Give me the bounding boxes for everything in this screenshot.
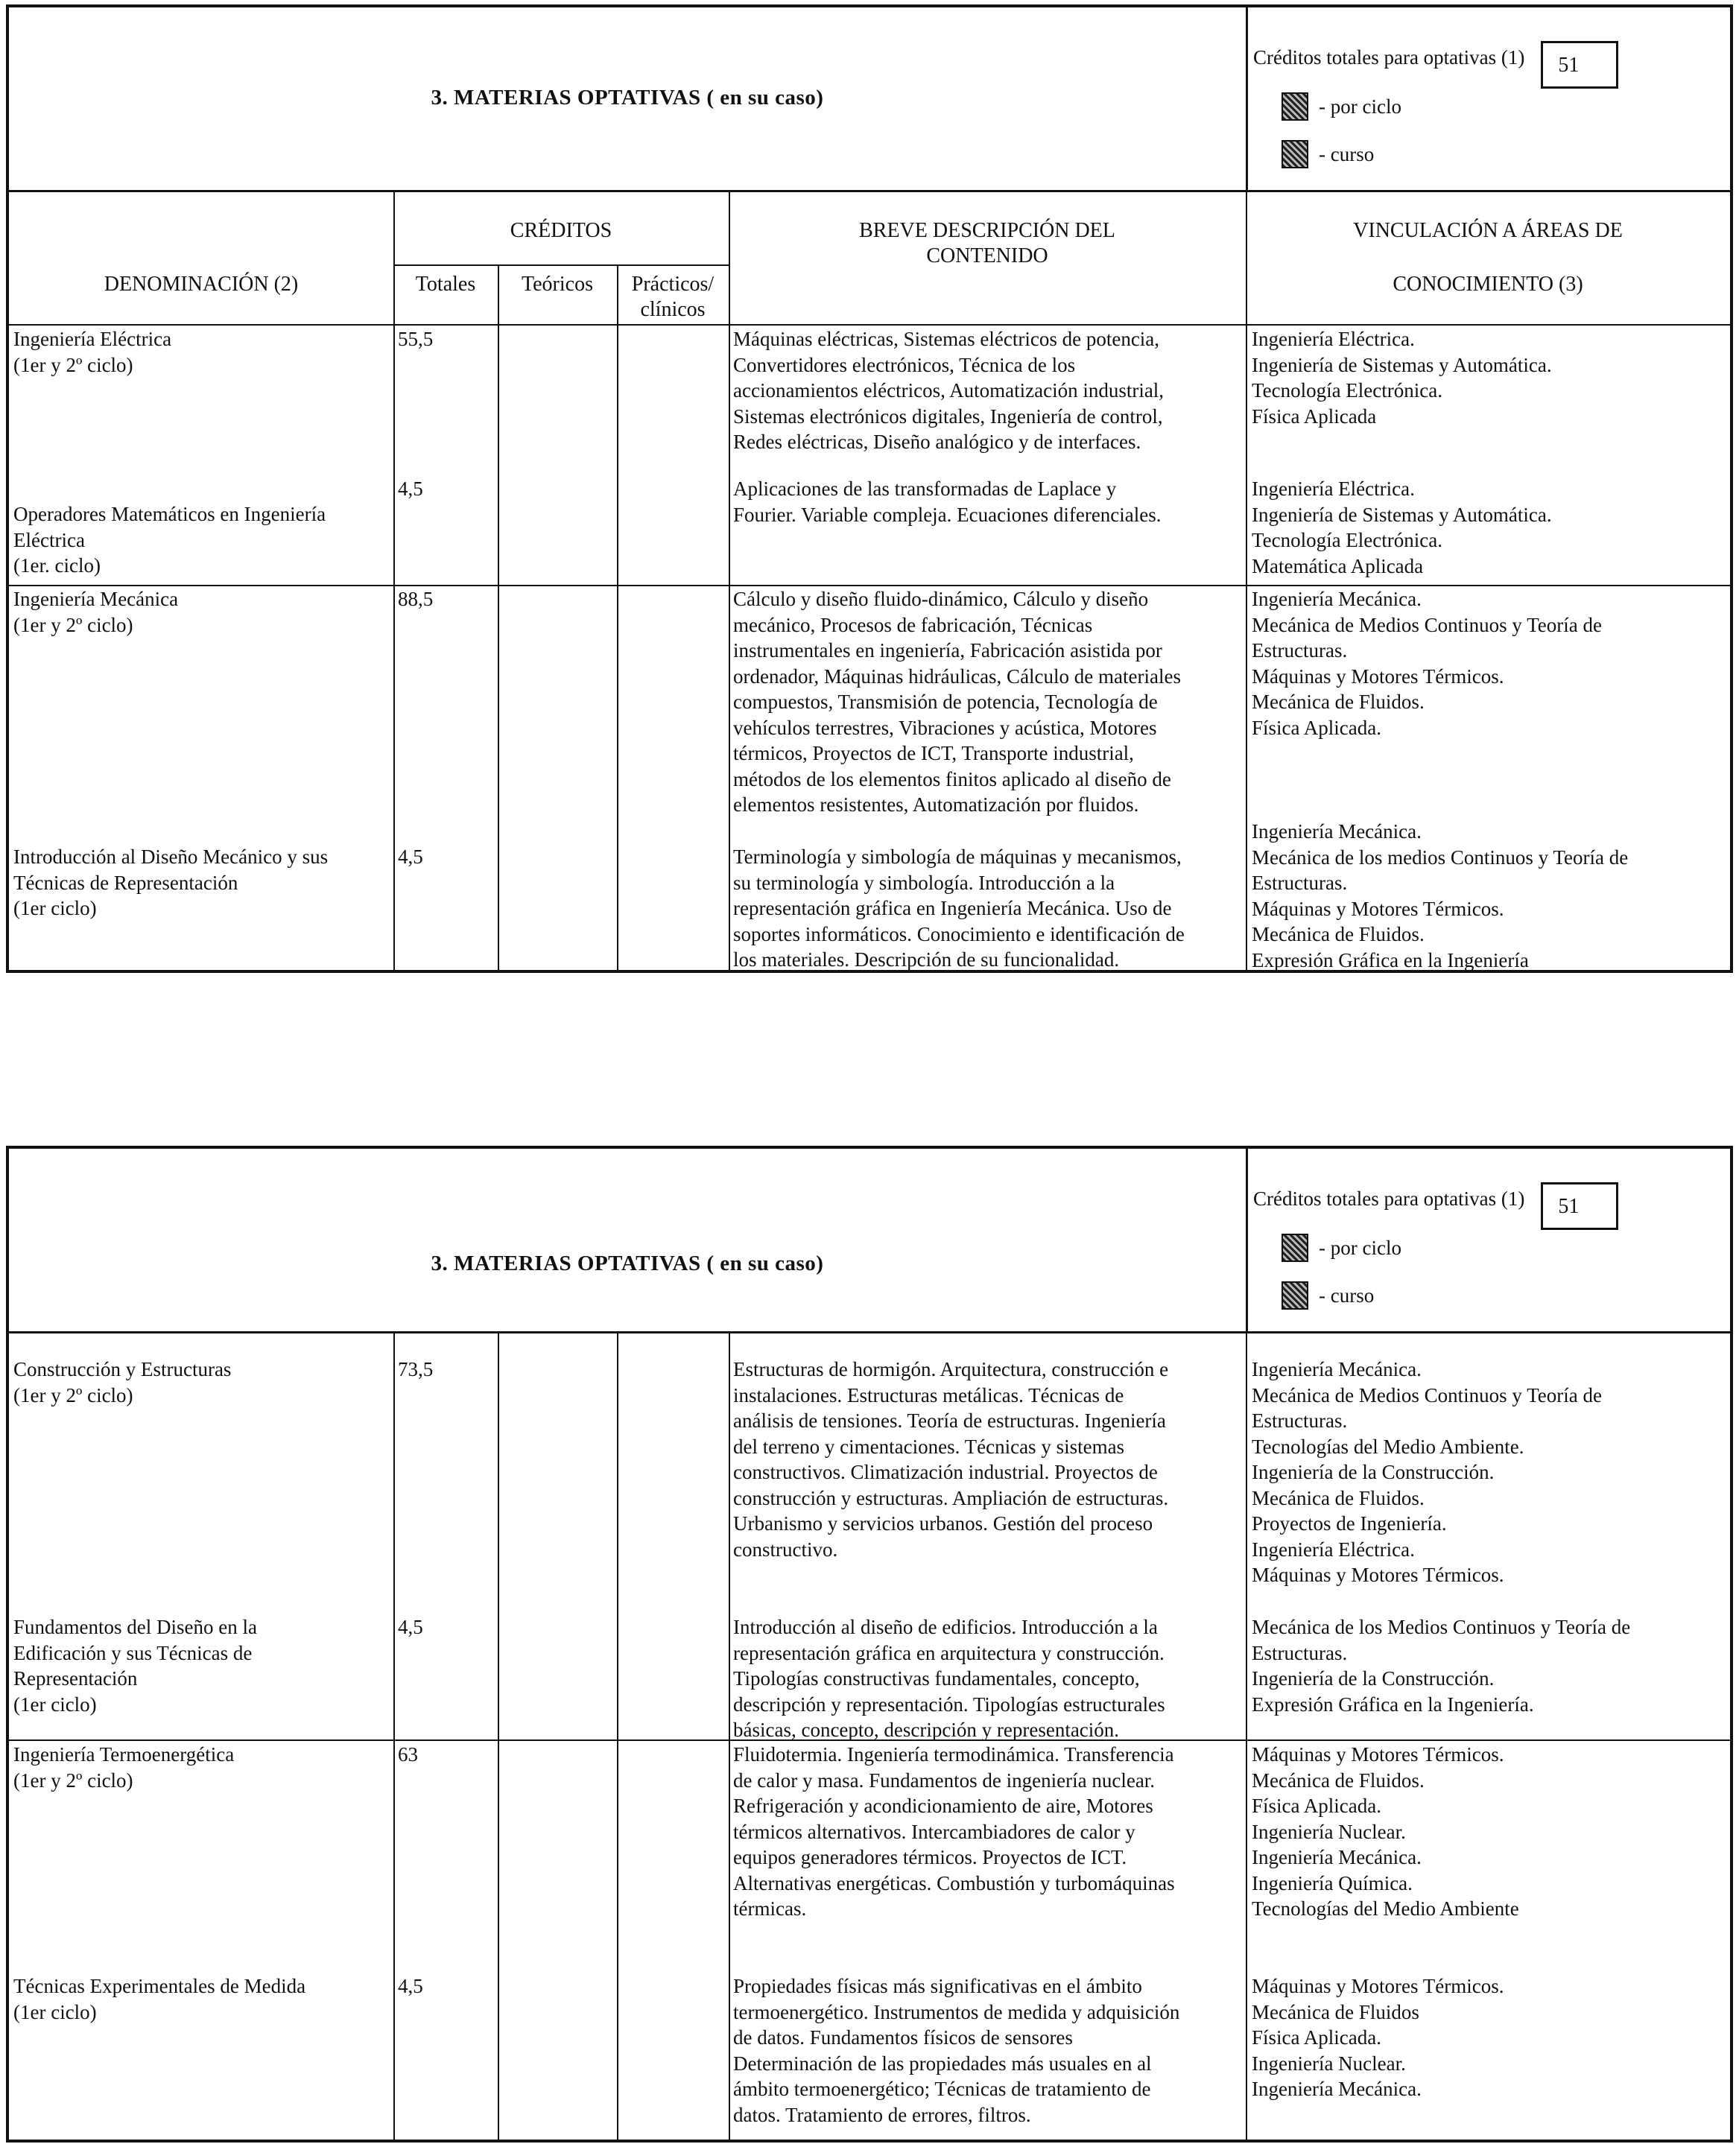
credits-line [1253, 1175, 1618, 1222]
table-header [9, 1149, 1730, 1333]
divider [9, 324, 1730, 326]
col-denominacion: DENOMINACIÓN (2) [104, 273, 299, 296]
table-row-total: 4,5 [398, 1975, 423, 1997]
table-row-name: Ingeniería Mecánica (1er y 2º ciclo) [13, 588, 179, 636]
per-cycle-label: - por ciclo [1319, 1236, 1401, 1259]
table-row-areas: Ingeniería Mecánica. Mecánica de Medios Continuos y Teoría de Estructuras. Máquinas y Motores Térmicos. Mecánica de Fluidos. Física Aplicada. [1252, 588, 1602, 739]
divider [729, 1331, 730, 2140]
per-course-label: - curso [1319, 1284, 1375, 1307]
table-row-areas: Ingeniería Eléctrica. Ingeniería de Sistemas y Automática. Tecnología Electrónica. Física Aplicada [1252, 328, 1552, 428]
table-row-description: Aplicaciones de las transformadas de Laplace y Fourier. Variable compleja. Ecuaciones diferenciales. [733, 478, 1162, 526]
credits-value-box: 51 [1541, 41, 1618, 89]
divider [617, 264, 618, 324]
credits-panel [1253, 34, 1618, 177]
optativas-table-2 [6, 1146, 1733, 2143]
col-teoricos: Teóricos [521, 273, 593, 296]
table-row-total: 88,5 [398, 588, 434, 610]
legend-per-course [1282, 1273, 1618, 1318]
divider [617, 324, 618, 970]
col-creditos: CRÉDITOS [510, 219, 612, 242]
table-row-name: Introducción al Diseño Mecánico y sus Técnicas de Representación (1er ciclo) [13, 846, 329, 919]
table-row-description: Propiedades físicas más significativas en el ámbito termoenergético. Instrumentos de medida y adquisición de datos. Fundamentos físicos de sensores Determinación de las propiedades más usuales en al ámbito termoenergético; Técnicas de tratamiento de datos. Tratamiento de errores, filtros. [733, 1975, 1180, 2126]
table-row-areas: Ingeniería Mecánica. Mecánica de Medios Continuos y Teoría de Estructuras. Tecnologías del Medio Ambiente. Ingeniería de la Construcción. Mecánica de Fluidos. Proyectos de Ingeniería. Ingeniería Eléctrica. Máquinas y Motores Térmicos. [1252, 1358, 1602, 1586]
divider [393, 264, 729, 266]
table-row-description: Terminología y simbología de máquinas y mecanismos, su terminología y simbología. Introducción a la representación gráfica en Ingeniería Mecánica. Uso de soportes informáticos. Conocimiento e identificación de los materiales. Descripción de su funcionalidad. [733, 846, 1185, 971]
table-row-total: 4,5 [398, 478, 423, 500]
table-row-name: Ingeniería Eléctrica (1er y 2º ciclo) [13, 328, 172, 376]
table-row-name: Técnicas Experimentales de Medida (1er ciclo) [13, 1975, 306, 2023]
table-row-total: 73,5 [398, 1358, 434, 1380]
divider [498, 1331, 499, 2140]
table-row-total: 4,5 [398, 1616, 423, 1638]
credits-line [1253, 34, 1618, 81]
divider [729, 190, 730, 324]
table-row-name: Ingeniería Termoenergética (1er y 2º ciclo) [13, 1743, 235, 1792]
col-vinculacion: VINCULACIÓN A ÁREAS DE [1353, 219, 1623, 242]
credits-label: Créditos totales para optativas (1) [1253, 1187, 1525, 1210]
table-row-areas: Ingeniería Eléctrica. Ingeniería de Sistemas y Automática. Tecnología Electrónica. Matemática Aplicada [1252, 478, 1552, 577]
divider [617, 1331, 618, 2140]
col-totales: Totales [415, 273, 476, 296]
table-row-total: 63 [398, 1743, 418, 1766]
divider [1246, 190, 1247, 324]
col-vinculacion-2: CONOCIMIENTO (3) [1393, 273, 1583, 296]
divider [1246, 324, 1247, 970]
credits-panel [1253, 1175, 1618, 1318]
table-row-description: Introducción al diseño de edificios. Introducción a la representación gráfica en arquitectura y construcción. Tipologías constructivas fundamentales, concepto, descripción y representación. Tipologías estructurales básicas, concepto, descripción y representación. [733, 1616, 1165, 1741]
table-row-areas: Máquinas y Motores Térmicos. Mecánica de Fluidos Física Aplicada. Ingeniería Nuclear. Ingeniería Mecánica. [1252, 1975, 1504, 2100]
optativas-table-1 [6, 4, 1733, 973]
table-row-description: Cálculo y diseño fluido-dinámico, Cálculo y diseño mecánico, Procesos de fabricación, Técnicas instrumentales en ingeniería, Fabricación asistida por ordenador, Máquinas hidráulicas, Cálculo de materiales compuestos, Transmisión de potencia, Tecnología de vehículos terrestres, Vibraciones y acústica, Motores térmicos, Proyectos de ICT, Transporte industrial, métodos de los elementos finitos aplicado al diseño de elementos resistentes, Automatización por fluidos. [733, 588, 1181, 816]
table-row-total: 4,5 [398, 846, 423, 868]
col-practicos: Prácticos/ clínicos [631, 273, 715, 321]
divider [393, 190, 395, 324]
hatched-square-icon [1282, 1234, 1308, 1262]
table-row-total: 55,5 [398, 328, 434, 350]
table-row-name: Construcción y Estructuras (1er y 2º ciclo) [13, 1358, 232, 1406]
legend-per-cycle [1282, 1225, 1618, 1270]
hatched-square-icon [1282, 1281, 1308, 1310]
section-title: 3. MATERIAS OPTATIVAS ( en su caso) [431, 1252, 824, 1275]
divider [498, 324, 499, 970]
divider [1246, 1331, 1247, 2140]
table-row-areas: Ingeniería Mecánica. Mecánica de los medios Continuos y Teoría de Estructuras. Máquinas y Motores Térmicos. Mecánica de Fluidos. Expresión Gráfica en la Ingeniería [1252, 820, 1629, 971]
hatched-square-icon [1282, 92, 1308, 121]
column-headers [9, 190, 1730, 324]
table-row-areas: Mecánica de los Medios Continuos y Teoría de Estructuras. Ingeniería de la Construcción. Expresión Gráfica en la Ingeniería. [1252, 1616, 1631, 1716]
credits-label: Créditos totales para optativas (1) [1253, 45, 1525, 69]
per-cycle-label: - por ciclo [1319, 95, 1401, 118]
header-divider [1246, 1149, 1248, 1331]
header-divider [1246, 7, 1248, 190]
divider [498, 264, 499, 324]
divider [729, 324, 730, 970]
table-row-description: Estructuras de hormigón. Arquitectura, construcción e instalaciones. Estructuras metálicas. Técnicas de análisis de tensiones. Teoría de estructuras. Ingeniería del terreno y cimentaciones. Técnicas y sistemas constructivos. Climatización industrial. Proyectos de construcción y estructuras. Ampliación de estructuras. Urbanismo y servicios urbanos. Gestión del proceso constructivo. [733, 1358, 1169, 1561]
table-header [9, 7, 1730, 192]
table-row-name: Operadores Matemáticos en Ingeniería Eléctrica (1er. ciclo) [13, 503, 326, 577]
table-row-name: Fundamentos del Diseño en la Edificación y sus Técnicas de Representación (1er ciclo) [13, 1616, 257, 1716]
hatched-square-icon [1282, 140, 1308, 168]
col-descripcion: BREVE DESCRIPCIÓN DEL CONTENIDO [859, 219, 1115, 267]
divider [393, 324, 395, 970]
table-row-description: Fluidotermia. Ingeniería termodinámica. Transferencia de calor y masa. Fundamentos de ingeniería nuclear. Refrigeración y acondicionamiento de aire, Motores térmicos alternativos. Intercambiadores de calor y equipos generadores térmicos. Proyectos de ICT. Alternativas energéticas. Combustión y turbomáquinas térmicas. [733, 1743, 1175, 1920]
credits-value-box: 51 [1541, 1182, 1618, 1230]
table-row-description: Máquinas eléctricas, Sistemas eléctricos de potencia, Convertidores electrónicos, Técnica de los accionamientos eléctricos, Automatización industrial, Sistemas electrónicos digitales, Ingeniería de control, Redes eléctricas, Diseño analógico y de interfaces. [733, 328, 1165, 453]
per-course-label: - curso [1319, 142, 1375, 165]
legend-per-cycle [1282, 84, 1618, 129]
table-row-areas: Máquinas y Motores Térmicos. Mecánica de Fluidos. Física Aplicada. Ingeniería Nuclear. Ingeniería Mecánica. Ingeniería Química. Tecnologías del Medio Ambiente [1252, 1743, 1519, 1920]
section-title: 3. MATERIAS OPTATIVAS ( en su caso) [431, 86, 824, 110]
divider [393, 1331, 395, 2140]
legend-per-course [1282, 132, 1618, 177]
